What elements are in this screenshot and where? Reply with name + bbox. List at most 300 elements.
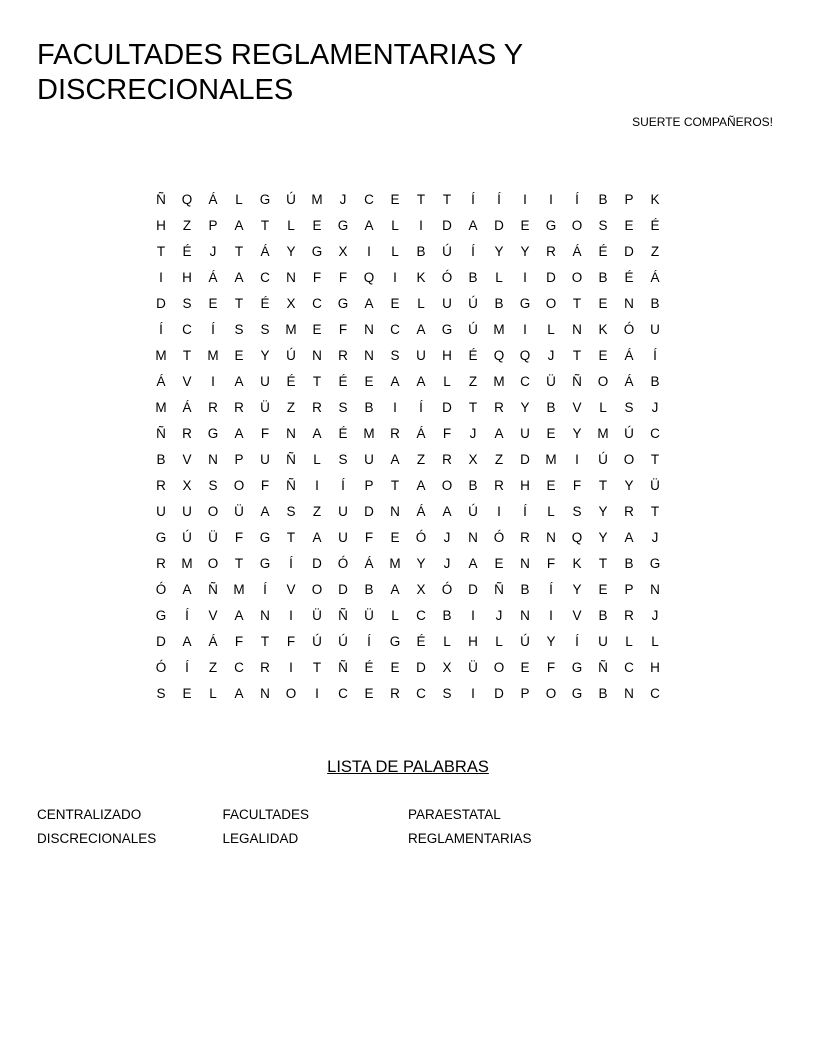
grid-row (148, 628, 668, 654)
grid-letter: A (234, 607, 244, 623)
grid-letter: I (315, 685, 319, 701)
word-item: FACULTADES (222, 806, 310, 822)
grid-letter: U (416, 347, 426, 363)
grid-letter: A (468, 217, 478, 233)
grid-letter: M (311, 191, 323, 207)
grid-row (148, 576, 668, 602)
grid-letter: V (208, 607, 218, 623)
grid-letter: S (338, 399, 348, 415)
word-list-row (37, 802, 594, 826)
grid-letter: C (364, 191, 374, 207)
grid-letter: C (650, 425, 660, 441)
grid-letter: G (389, 633, 401, 649)
grid-letter: E (208, 295, 218, 311)
grid-letter: N (286, 425, 296, 441)
grid-letter: Ó (155, 659, 167, 675)
grid-letter: N (364, 347, 374, 363)
grid-letter: I (575, 451, 579, 467)
grid-letter: H (520, 477, 530, 493)
grid-letter: B (156, 451, 166, 467)
grid-letter: E (494, 555, 504, 571)
grid-letter: C (650, 685, 660, 701)
grid-row (148, 212, 668, 238)
grid-letter: T (234, 243, 244, 259)
grid-letter: M (363, 425, 375, 441)
grid-letter: V (182, 373, 192, 389)
grid-letter: O (311, 581, 323, 597)
grid-letter: Ú (468, 503, 478, 519)
grid-letter: D (468, 581, 478, 597)
grid-letter: Ü (468, 659, 478, 675)
grid-letter: I (289, 607, 293, 623)
grid-letter: G (337, 295, 349, 311)
page-title: FACULTADES REGLAMENTARIAS Y DISCRECIONALES (37, 39, 523, 106)
grid-letter: Ú (598, 451, 608, 467)
grid-letter: A (234, 269, 244, 285)
grid-row (148, 654, 668, 680)
grid-letter: A (312, 425, 322, 441)
grid-letter: É (364, 659, 374, 675)
grid-letter: D (520, 451, 530, 467)
grid-letter: R (156, 477, 166, 493)
grid-letter: X (442, 659, 452, 675)
grid-letter: Ü (208, 529, 218, 545)
grid-letter: Á (182, 399, 192, 415)
grid-letter: A (390, 581, 400, 597)
grid-letter: K (650, 191, 660, 207)
grid-row (148, 264, 668, 290)
grid-letter: F (260, 477, 270, 493)
grid-letter: Ñ (156, 425, 166, 441)
grid-letter: R (338, 347, 348, 363)
grid-letter: M (285, 321, 297, 337)
grid-letter: B (364, 399, 374, 415)
grid-letter: A (416, 477, 426, 493)
grid-letter: D (312, 555, 322, 571)
grid-letter: N (260, 685, 270, 701)
grid-letter: L (391, 607, 399, 623)
grid-letter: E (312, 321, 322, 337)
grid-row (148, 368, 668, 394)
grid-letter: U (156, 503, 166, 519)
grid-letter: É (650, 217, 660, 233)
grid-letter: L (391, 243, 399, 259)
grid-letter: L (443, 373, 451, 389)
grid-letter: Y (598, 503, 608, 519)
grid-letter: O (597, 373, 609, 389)
grid-letter: D (364, 503, 374, 519)
grid-letter: T (442, 191, 452, 207)
grid-letter: H (650, 659, 660, 675)
grid-letter: Ü (650, 477, 660, 493)
grid-letter: U (260, 451, 270, 467)
grid-letter: C (520, 373, 530, 389)
grid-letter: Ó (415, 529, 427, 545)
grid-letter: É (286, 373, 296, 389)
grid-letter: A (234, 685, 244, 701)
grid-letter: N (260, 607, 270, 623)
grid-letter: J (495, 607, 503, 623)
grid-letter: É (468, 347, 478, 363)
grid-letter: É (182, 243, 192, 259)
grid-letter: L (417, 295, 425, 311)
grid-letter: E (598, 295, 608, 311)
grid-letter: T (598, 477, 608, 493)
grid-letter: Ü (234, 503, 244, 519)
grid-letter: H (182, 269, 192, 285)
grid-letter: M (155, 347, 167, 363)
grid-letter: Z (312, 503, 322, 519)
grid-letter: F (442, 425, 452, 441)
grid-letter: F (572, 477, 582, 493)
grid-letter: Í (367, 633, 371, 649)
grid-letter: J (651, 607, 659, 623)
grid-letter: M (207, 347, 219, 363)
grid-letter: Z (286, 399, 296, 415)
grid-letter: Q (571, 529, 583, 545)
grid-letter: Á (624, 347, 634, 363)
grid-letter: A (234, 217, 244, 233)
grid-letter: P (624, 191, 634, 207)
grid-letter: J (443, 555, 451, 571)
grid-letter: T (312, 659, 322, 675)
grid-letter: A (312, 529, 322, 545)
grid-letter: Y (520, 399, 530, 415)
grid-letter: Z (182, 217, 192, 233)
grid-letter: É (598, 243, 608, 259)
grid-letter: E (546, 425, 556, 441)
grid-letter: Y (416, 555, 426, 571)
grid-letter: T (468, 399, 478, 415)
grid-letter: R (234, 399, 244, 415)
grid-letter: É (416, 633, 426, 649)
grid-letter: G (311, 243, 323, 259)
grid-row (148, 498, 668, 524)
grid-letter: F (338, 321, 348, 337)
grid-letter: I (523, 191, 527, 207)
grid-row (148, 446, 668, 472)
word-item: PARAESTATAL (408, 806, 501, 822)
grid-letter: Z (208, 659, 218, 675)
grid-letter: T (572, 295, 582, 311)
grid-letter: I (523, 321, 527, 337)
grid-letter: J (469, 425, 477, 441)
grid-letter: O (493, 659, 505, 675)
grid-letter: Ú (182, 529, 192, 545)
grid-letter: L (547, 321, 555, 337)
subtitle: SUERTE COMPAÑEROS! (632, 115, 773, 129)
grid-letter: I (393, 399, 397, 415)
grid-letter: Í (575, 191, 579, 207)
grid-letter: Q (493, 347, 505, 363)
word-list-title (0, 758, 816, 777)
grid-letter: L (235, 191, 243, 207)
grid-letter: O (623, 451, 635, 467)
grid-letter: L (495, 269, 503, 285)
grid-letter: T (182, 347, 192, 363)
grid-letter: C (182, 321, 192, 337)
grid-letter: A (364, 295, 374, 311)
grid-letter: G (571, 659, 583, 675)
grid-row (148, 238, 668, 264)
grid-letter: Á (624, 373, 634, 389)
grid-letter: Ñ (286, 477, 296, 493)
grid-letter: I (159, 269, 163, 285)
grid-letter: E (312, 217, 322, 233)
grid-letter: S (390, 347, 400, 363)
grid-letter: T (312, 373, 322, 389)
grid-letter: É (624, 269, 634, 285)
grid-letter: C (390, 321, 400, 337)
grid-letter: Ú (520, 633, 530, 649)
grid-letter: A (364, 217, 374, 233)
grid-letter: U (338, 503, 348, 519)
grid-letter: L (209, 685, 217, 701)
grid-letter: T (234, 295, 244, 311)
grid-letter: O (571, 269, 583, 285)
grid-letter: I (289, 659, 293, 675)
grid-letter: O (207, 503, 219, 519)
grid-letter: E (390, 529, 400, 545)
grid-letter: E (364, 685, 374, 701)
grid-letter: F (364, 529, 374, 545)
grid-letter: T (650, 451, 660, 467)
grid-letter: T (416, 191, 426, 207)
grid-letter: I (549, 607, 553, 623)
grid-letter: Z (650, 243, 660, 259)
grid-letter: G (259, 191, 271, 207)
grid-letter: B (442, 607, 452, 623)
grid-row (148, 290, 668, 316)
grid-letter: O (545, 685, 557, 701)
grid-letter: I (523, 269, 527, 285)
grid-letter: Ú (286, 347, 296, 363)
grid-row (148, 420, 668, 446)
grid-letter: S (572, 503, 582, 519)
grid-letter: Ó (155, 581, 167, 597)
grid-letter: Ó (337, 555, 349, 571)
grid-letter: N (208, 451, 218, 467)
grid-letter: Á (260, 243, 270, 259)
grid-letter: Z (494, 451, 504, 467)
grid-letter: G (207, 425, 219, 441)
grid-letter: U (442, 295, 452, 311)
grid-letter: C (312, 295, 322, 311)
grid-row (148, 680, 668, 706)
grid-letter: Ó (441, 269, 453, 285)
grid-letter: B (650, 295, 660, 311)
grid-letter: E (390, 191, 400, 207)
grid-letter: N (546, 529, 556, 545)
grid-letter: B (650, 373, 660, 389)
grid-letter: Í (549, 581, 553, 597)
grid-letter: D (546, 269, 556, 285)
grid-letter: U (182, 503, 192, 519)
grid-letter: Q (363, 269, 375, 285)
grid-letter: A (182, 581, 192, 597)
grid-letter: E (182, 685, 192, 701)
grid-letter: R (390, 425, 400, 441)
grid-letter: R (208, 399, 218, 415)
grid-letter: P (208, 217, 218, 233)
grid-letter: Á (416, 503, 426, 519)
grid-letter: P (234, 451, 244, 467)
word-item: CENTRALIZADO (37, 806, 142, 822)
grid-row (148, 342, 668, 368)
grid-letter: B (468, 269, 478, 285)
grid-letter: Í (471, 243, 475, 259)
grid-letter: X (338, 243, 348, 259)
word-list (37, 802, 594, 850)
grid-letter: G (571, 685, 583, 701)
grid-letter: É (338, 373, 348, 389)
grid-letter: Ó (623, 321, 635, 337)
grid-letter: Ú (338, 633, 348, 649)
grid-letter: E (234, 347, 244, 363)
grid-letter: R (390, 685, 400, 701)
grid-letter: G (155, 607, 167, 623)
grid-letter: B (598, 607, 608, 623)
grid-letter: Ñ (156, 191, 166, 207)
grid-letter: T (260, 633, 270, 649)
grid-letter: S (156, 685, 166, 701)
grid-letter: U (520, 425, 530, 441)
grid-letter: N (624, 685, 634, 701)
grid-letter: I (393, 269, 397, 285)
grid-letter: S (260, 321, 270, 337)
grid-letter: M (545, 451, 557, 467)
grid-letter: Ü (546, 373, 556, 389)
grid-row (148, 316, 668, 342)
grid-letter: B (468, 477, 478, 493)
grid-letter: T (650, 503, 660, 519)
grid-letter: N (650, 581, 660, 597)
grid-letter: D (156, 295, 166, 311)
grid-letter: A (624, 529, 634, 545)
grid-letter: Ñ (208, 581, 218, 597)
grid-letter: C (338, 685, 348, 701)
grid-letter: F (234, 633, 244, 649)
grid-letter: T (156, 243, 166, 259)
grid-letter: Y (520, 243, 530, 259)
grid-letter: I (471, 607, 475, 623)
grid-letter: Ñ (286, 451, 296, 467)
grid-letter: F (286, 633, 296, 649)
grid-letter: J (651, 399, 659, 415)
grid-letter: Í (185, 607, 189, 623)
grid-letter: R (494, 477, 504, 493)
grid-letter: A (468, 555, 478, 571)
grid-letter: Ó (441, 581, 453, 597)
grid-letter: Ñ (338, 659, 348, 675)
grid-letter: E (364, 373, 374, 389)
grid-letter: Á (650, 269, 660, 285)
grid-letter: L (625, 633, 633, 649)
grid-letter: I (315, 477, 319, 493)
grid-letter: Y (286, 243, 296, 259)
grid-letter: K (598, 321, 608, 337)
grid-letter: R (624, 503, 634, 519)
grid-row (148, 186, 668, 212)
grid-letter: G (545, 217, 557, 233)
grid-letter: R (494, 399, 504, 415)
grid-letter: Ü (260, 399, 270, 415)
grid-letter: F (312, 269, 322, 285)
grid-letter: X (416, 581, 426, 597)
grid-letter: R (442, 451, 452, 467)
grid-letter: S (286, 503, 296, 519)
grid-letter: Í (575, 633, 579, 649)
grid-letter: Í (341, 477, 345, 493)
grid-letter: U (598, 633, 608, 649)
grid-letter: Y (494, 243, 504, 259)
grid-letter: D (494, 217, 504, 233)
grid-letter: A (416, 373, 426, 389)
word-item: REGLAMENTARIAS (408, 830, 532, 846)
grid-letter: L (391, 217, 399, 233)
grid-letter: N (520, 607, 530, 623)
grid-letter: E (520, 217, 530, 233)
grid-letter: R (520, 529, 530, 545)
grid-letter: S (442, 685, 452, 701)
grid-letter: G (519, 295, 531, 311)
grid-letter: P (520, 685, 530, 701)
grid-letter: T (572, 347, 582, 363)
grid-letter: E (598, 581, 608, 597)
grid-letter: M (597, 425, 609, 441)
grid-letter: P (364, 477, 374, 493)
grid-letter: Ñ (338, 607, 348, 623)
grid-letter: D (494, 685, 504, 701)
grid-letter: E (546, 477, 556, 493)
grid-letter: Á (208, 633, 218, 649)
grid-letter: L (599, 399, 607, 415)
grid-letter: R (546, 243, 556, 259)
grid-letter: Á (208, 191, 218, 207)
grid-letter: L (495, 633, 503, 649)
grid-letter: É (260, 295, 270, 311)
grid-letter: Ó (493, 529, 505, 545)
grid-letter: N (572, 321, 582, 337)
grid-letter: R (624, 607, 634, 623)
grid-letter: M (155, 399, 167, 415)
grid-letter: X (286, 295, 296, 311)
grid-letter: Q (181, 191, 193, 207)
grid-letter: C (234, 659, 244, 675)
grid-letter: S (338, 451, 348, 467)
grid-letter: T (260, 217, 270, 233)
grid-letter: O (545, 295, 557, 311)
grid-letter: A (260, 503, 270, 519)
grid-letter: B (494, 295, 504, 311)
grid-letter: E (390, 295, 400, 311)
grid-letter: Y (572, 425, 582, 441)
grid-letter: B (520, 581, 530, 597)
grid-letter: R (182, 425, 192, 441)
grid-letter: S (624, 399, 634, 415)
word-item: DISCRECIONALES (37, 830, 157, 846)
word-list-row (37, 826, 594, 850)
grid-letter: K (416, 269, 426, 285)
grid-letter: Y (572, 581, 582, 597)
grid-letter: D (416, 659, 426, 675)
grid-letter: G (155, 529, 167, 545)
grid-row (148, 524, 668, 550)
grid-letter: Z (468, 373, 478, 389)
grid-letter: I (419, 217, 423, 233)
grid-letter: T (598, 555, 608, 571)
grid-letter: F (338, 269, 348, 285)
